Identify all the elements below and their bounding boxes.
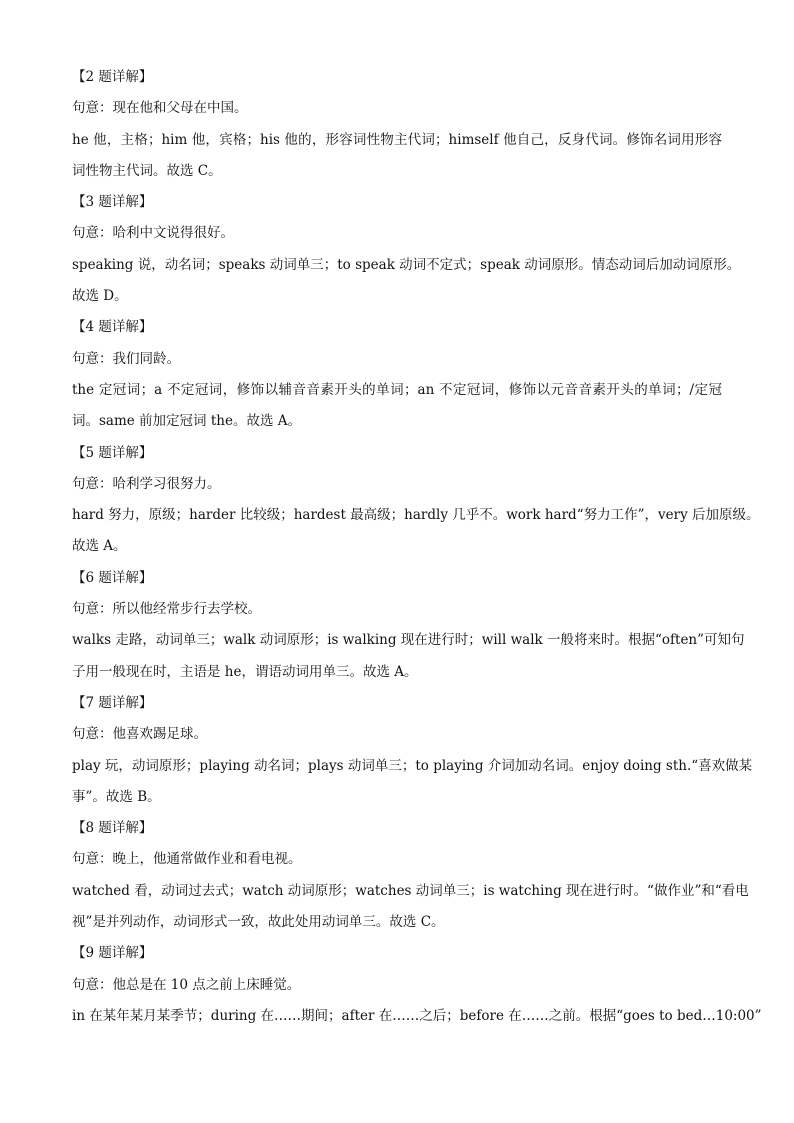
- section-heading: 【8 题详解】: [72, 820, 153, 837]
- section-heading: 【6 题详解】: [72, 569, 153, 586]
- sentence-meaning: 句意：所以他经常步行去学校。: [72, 601, 261, 618]
- sentence-meaning: 句意：晚上，他通常做作业和看电视。: [72, 851, 302, 868]
- document-page: [72, 62, 762, 1032]
- sentence-meaning: 句意：哈利学习很努力。: [72, 475, 221, 492]
- section-heading: 【7 题详解】: [72, 694, 153, 711]
- explanation-line: walks 走路，动词单三；walk 动词原形；is walking 现在进行时；will walk 一般将来时。根据“often”可知句: [72, 632, 745, 649]
- section-heading: 【2 题详解】: [72, 69, 153, 85]
- explanation-line: 故选 A。: [72, 538, 127, 555]
- explanation-line: 故选 D。: [72, 288, 128, 305]
- explanation-line: 事”。故选 B。: [72, 788, 161, 805]
- explanation-line: watched 看，动词过去式；watch 动词原形；watches 动词单三；is watching 现在进行时。“做作业”和“看电: [72, 882, 749, 899]
- section-heading: 【4 题详解】: [72, 319, 153, 336]
- explanation-line: play 玩，动词原形；playing 动名词；plays 动词单三；to playing 介词加动名词。enjoy doing sth.“喜欢做某: [72, 757, 753, 774]
- section-heading: 【9 题详解】: [72, 945, 153, 962]
- section-heading: 【3 题详解】: [72, 194, 153, 211]
- explanation-line: speaking 说，动名词；speaks 动词单三；to speak 动词不定式；speak 动词原形。情态动词后加动词原形。: [72, 256, 741, 273]
- sentence-meaning: 句意：他总是在 10 点之前上床睡觉。: [72, 976, 301, 993]
- explanation-line: hard 努力，原级；harder 比较级；hardest 最高级；hardly 几乎不。work hard“努力工作”，very 后加原级。: [72, 507, 760, 524]
- explanation-line: 视”是并列动作，动词形式一致，故此处用动词单三。故选 C。: [72, 914, 445, 931]
- explanation-line: the 定冠词；a 不定冠词，修饰以辅音音素开头的单词；an 不定冠词，修饰以元音音素开头的单词；/定冠: [72, 381, 722, 398]
- sentence-meaning: 句意：他喜欢踢足球。: [72, 726, 207, 743]
- explanation-line: 子用一般现在时，主语是 he，谓语动词用单三。故选 A。: [72, 663, 418, 680]
- explanation-line: he 他，主格；him 他，宾格；his 他的，形容词性物主代词；himself 他自己，反身代词。修饰名词用形容: [72, 131, 722, 148]
- explanation-line: in 在某年某月某季节；during 在……期间；after 在……之后；before 在……之前。根据“goes to bed…10:00”: [72, 1007, 762, 1024]
- sentence-meaning: 句意：哈利中文说得很好。: [72, 225, 234, 242]
- explanation-line: 词性物主代词。故选 C。: [72, 162, 222, 179]
- sentence-meaning: 句意：我们同龄。: [72, 350, 180, 367]
- explanation-line: 词。same 前加定冠词 the。故选 A。: [72, 413, 301, 430]
- sentence-meaning: 句意：现在他和父母在中国。: [72, 100, 248, 117]
- section-heading: 【5 题详解】: [72, 444, 153, 461]
